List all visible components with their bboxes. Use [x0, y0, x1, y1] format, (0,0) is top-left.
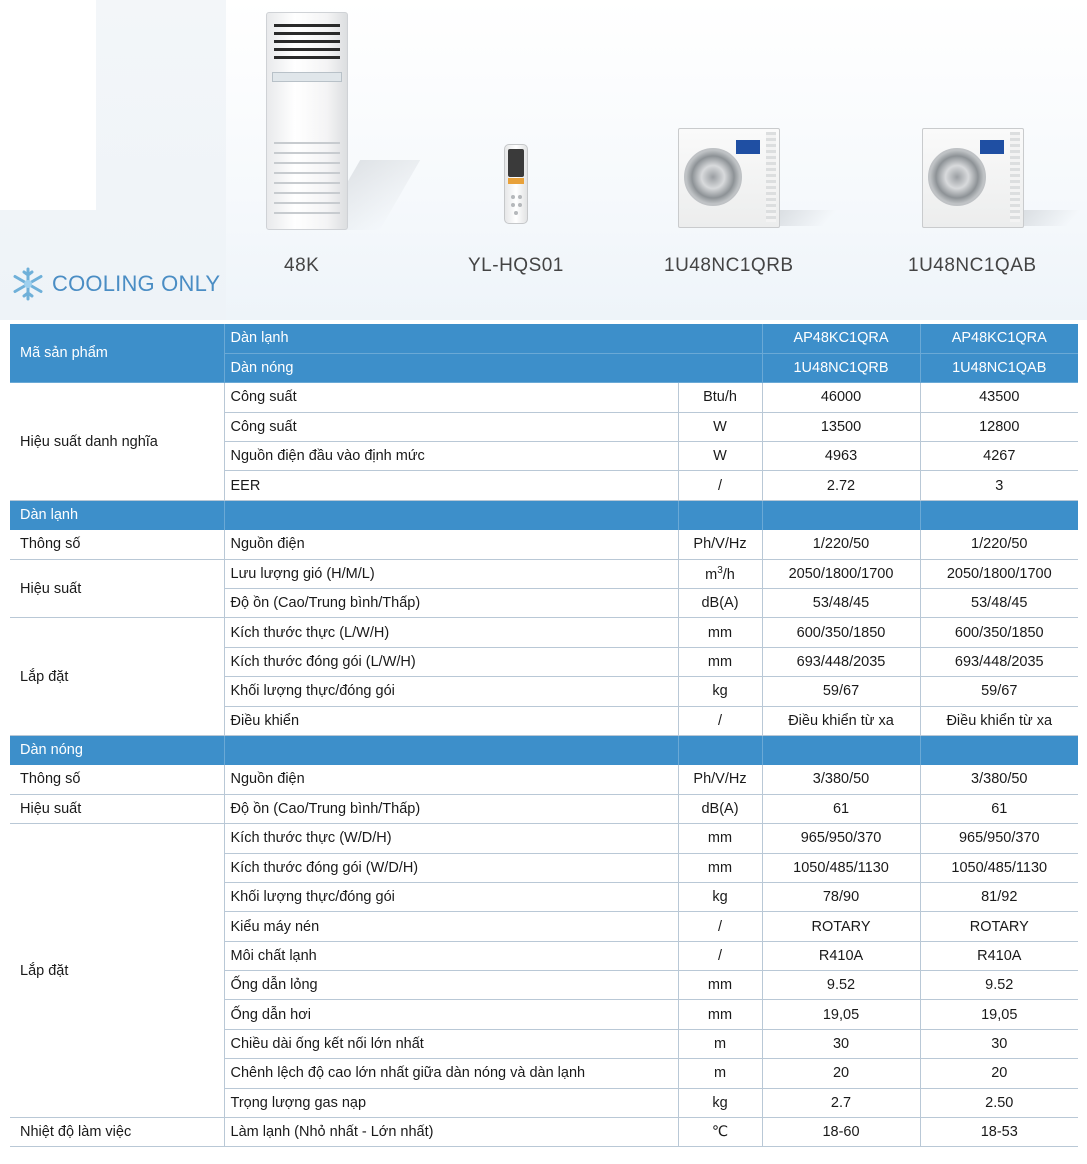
spec-value-model-1: 4963: [762, 442, 920, 471]
spec-value-model-1: 9.52: [762, 971, 920, 1000]
remote-button: [511, 203, 515, 207]
tower-grill: [274, 40, 340, 43]
outdoor-unit-image-1: [678, 128, 780, 228]
spec-item-label: Kiểu máy nén: [224, 912, 678, 941]
spec-value-model-2: R410A: [920, 941, 1078, 970]
remote-button: [511, 195, 515, 199]
unit-superscript: 3: [717, 564, 723, 576]
spec-unit: mm: [678, 647, 762, 676]
spec-value-model-2: 3/380/50: [920, 765, 1078, 794]
spec-item-label: Kích thước thực (L/W/H): [224, 618, 678, 647]
outdoor-model-2: 1U48NC1QAB: [920, 353, 1078, 382]
remote-button: [518, 195, 522, 199]
spec-unit: mm: [678, 618, 762, 647]
spec-value-model-2: ROTARY: [920, 912, 1078, 941]
spec-value-model-2: 30: [920, 1029, 1078, 1058]
outdoor-model-1: 1U48NC1QRB: [762, 353, 920, 382]
remote-button: [518, 203, 522, 207]
spec-item-label: Khối lượng thực/đóng gói: [224, 677, 678, 706]
spec-item-label: Chênh lệch độ cao lớn nhất giữa dàn nóng và dàn lạnh: [224, 1059, 678, 1088]
spec-unit: dB(A): [678, 589, 762, 618]
tower-vent: [274, 212, 340, 214]
header-row-indoor: [10, 324, 1078, 353]
tower-display-panel: [272, 72, 342, 82]
spec-unit: /: [678, 471, 762, 500]
spec-value-model-2: 965/950/370: [920, 824, 1078, 853]
spec-value-model-2: 693/448/2035: [920, 647, 1078, 676]
spec-item-label: Công suất: [224, 412, 678, 441]
spec-value-model-1: 20: [762, 1059, 920, 1088]
spec-unit: dB(A): [678, 794, 762, 823]
tower-vent: [274, 202, 340, 204]
spec-value-model-1: 59/67: [762, 677, 920, 706]
section-title: Dàn lạnh: [10, 500, 224, 529]
row-group-label: Nhiệt độ làm việc: [10, 1118, 224, 1147]
spec-value-model-2: 18-53: [920, 1118, 1078, 1147]
spec-unit: m: [678, 1059, 762, 1088]
spec-value-model-2: 2.50: [920, 1088, 1078, 1117]
tower-grill: [274, 32, 340, 35]
indoor-model-1: AP48KC1QRA: [762, 324, 920, 353]
spec-item-label: Kích thước đóng gói (W/D/H): [224, 853, 678, 882]
spec-unit: ℃: [678, 1118, 762, 1147]
spec-value-model-2: 1050/485/1130: [920, 853, 1078, 882]
spec-value-model-2: 20: [920, 1059, 1078, 1088]
tower-grill: [274, 48, 340, 51]
table-row: [10, 618, 1078, 647]
row-group-label: Hiệu suất: [10, 794, 224, 823]
spec-item-label: Kích thước thực (W/D/H): [224, 824, 678, 853]
spec-value-model-2: 3: [920, 471, 1078, 500]
spec-value-model-1: 3/380/50: [762, 765, 920, 794]
remote-strip: [508, 178, 524, 184]
tower-grill: [274, 24, 340, 27]
spec-unit: /: [678, 706, 762, 735]
spec-value-model-2: 1/220/50: [920, 530, 1078, 559]
spec-item-label: Công suất: [224, 383, 678, 412]
section-row-outdoor: [10, 735, 1078, 764]
spec-value-model-1: 53/48/45: [762, 589, 920, 618]
indoor-model-label: Dàn lạnh: [224, 324, 762, 353]
product-label-outdoor-1: 1U48NC1QRB: [664, 255, 794, 276]
spec-value-model-1: 30: [762, 1029, 920, 1058]
spec-value-model-2: 59/67: [920, 677, 1078, 706]
spec-unit: [678, 559, 762, 588]
table-row: [10, 824, 1078, 853]
spec-value-model-2: 43500: [920, 383, 1078, 412]
spec-value-model-1: 18-60: [762, 1118, 920, 1147]
spec-value-model-2: 19,05: [920, 1000, 1078, 1029]
tower-body: [266, 12, 348, 230]
section-spacer: [224, 735, 678, 764]
remote-screen: [508, 149, 524, 177]
spec-unit: mm: [678, 1000, 762, 1029]
table-row: [10, 1118, 1078, 1147]
spec-item-label: Môi chất lạnh: [224, 941, 678, 970]
spec-unit: kg: [678, 1088, 762, 1117]
spec-value-model-1: 78/90: [762, 882, 920, 911]
spec-value-model-2: 81/92: [920, 882, 1078, 911]
spec-unit: Btu/h: [678, 383, 762, 412]
tower-vent: [274, 172, 340, 174]
row-group-label: Thông số: [10, 765, 224, 794]
odu-fan: [684, 148, 742, 206]
spec-unit: /: [678, 941, 762, 970]
cooling-only-badge: [10, 266, 220, 302]
spec-item-label: Chiều dài ống kết nối lớn nhất: [224, 1029, 678, 1058]
odu-side-grill: [766, 132, 776, 222]
spec-item-label: Điều khiển: [224, 706, 678, 735]
product-label-remote: YL-HQS01: [468, 255, 564, 276]
spec-value-model-1: 2050/1800/1700: [762, 559, 920, 588]
section-title: Dàn nóng: [10, 735, 224, 764]
odu-fan: [928, 148, 986, 206]
spec-value-model-1: 2.7: [762, 1088, 920, 1117]
spec-item-label: Ống dẫn lỏng: [224, 971, 678, 1000]
section-row-indoor: [10, 500, 1078, 529]
remote-button: [514, 211, 518, 215]
table-row: [10, 794, 1078, 823]
spec-value-model-1: 61: [762, 794, 920, 823]
section-spacer: [762, 735, 920, 764]
product-label-indoor: 48K: [284, 255, 320, 276]
spec-unit: mm: [678, 824, 762, 853]
spec-value-model-2: 53/48/45: [920, 589, 1078, 618]
spec-value-model-1: 1050/485/1130: [762, 853, 920, 882]
spec-item-label: Độ ồn (Cao/Trung bình/Thấp): [224, 589, 678, 618]
table-row: [10, 765, 1078, 794]
spec-unit: W: [678, 442, 762, 471]
cooling-only-label: COOLING ONLY: [52, 271, 221, 296]
row-group-label: Lắp đặt: [10, 824, 224, 1118]
table-row: [10, 383, 1078, 412]
indoor-unit-image: [266, 12, 348, 230]
odu-side-grill: [1010, 132, 1020, 222]
spec-value-model-1: 2.72: [762, 471, 920, 500]
section-spacer: [678, 735, 762, 764]
outdoor-unit-image-2: [922, 128, 1024, 228]
tower-grill: [274, 56, 340, 59]
section-spacer: [224, 500, 678, 529]
row-group-label: Lắp đặt: [10, 618, 224, 736]
spec-unit: Ph/V/Hz: [678, 530, 762, 559]
outdoor-model-label: Dàn nóng: [224, 353, 762, 382]
spec-value-model-1: 965/950/370: [762, 824, 920, 853]
spec-value-model-2: Điều khiển từ xa: [920, 706, 1078, 735]
spec-unit: mm: [678, 853, 762, 882]
spec-value-model-2: 9.52: [920, 971, 1078, 1000]
spec-value-model-1: 19,05: [762, 1000, 920, 1029]
remote-control-image: [504, 144, 528, 224]
spec-item-label: Làm lạnh (Nhỏ nhất - Lớn nhất): [224, 1118, 678, 1147]
tower-vent: [274, 182, 340, 184]
tower-vent: [274, 142, 340, 144]
table-row: [10, 559, 1078, 588]
spec-value-model-1: 46000: [762, 383, 920, 412]
spec-value-model-2: 61: [920, 794, 1078, 823]
spec-value-model-2: 4267: [920, 442, 1078, 471]
spec-value-model-1: Điều khiển từ xa: [762, 706, 920, 735]
spec-unit: Ph/V/Hz: [678, 765, 762, 794]
spec-unit: kg: [678, 677, 762, 706]
unit-tail: /h: [722, 566, 735, 583]
product-code-label: Mã sản phẩm: [10, 324, 224, 383]
brand-logo-icon: [980, 140, 1004, 154]
spec-unit: mm: [678, 971, 762, 1000]
section-spacer: [678, 500, 762, 529]
tower-vent: [274, 162, 340, 164]
indoor-model-2: AP48KC1QRA: [920, 324, 1078, 353]
spec-table-body: [10, 324, 1078, 1147]
spec-item-label: EER: [224, 471, 678, 500]
tower-vent: [274, 192, 340, 194]
product-hero: [0, 0, 1087, 320]
spec-item-label: Nguồn điện: [224, 530, 678, 559]
spec-unit: kg: [678, 882, 762, 911]
spec-value-model-1: 600/350/1850: [762, 618, 920, 647]
tower-vent: [274, 152, 340, 154]
spec-value-model-1: 13500: [762, 412, 920, 441]
product-label-outdoor-2: 1U48NC1QAB: [908, 255, 1037, 276]
section-spacer: [920, 735, 1078, 764]
spec-item-label: Kích thước đóng gói (L/W/H): [224, 647, 678, 676]
spec-item-label: Nguồn điện: [224, 765, 678, 794]
section-spacer: [920, 500, 1078, 529]
spec-value-model-2: 2050/1800/1700: [920, 559, 1078, 588]
spec-value-model-1: 693/448/2035: [762, 647, 920, 676]
spec-value-model-1: 1/220/50: [762, 530, 920, 559]
brand-logo-icon: [736, 140, 760, 154]
spec-item-label: Lưu lượng gió (H/M/L): [224, 559, 678, 588]
table-row: [10, 530, 1078, 559]
spec-unit: W: [678, 412, 762, 441]
spec-value-model-1: R410A: [762, 941, 920, 970]
spec-item-label: Trọng lượng gas nạp: [224, 1088, 678, 1117]
snowflake-icon: [10, 266, 46, 302]
spec-item-label: Nguồn điện đầu vào định mức: [224, 442, 678, 471]
spec-table: [10, 324, 1078, 1147]
spec-value-model-2: 12800: [920, 412, 1078, 441]
row-group-label: Hiệu suất: [10, 559, 224, 618]
spec-item-label: Ống dẫn hơi: [224, 1000, 678, 1029]
spec-unit: m: [678, 1029, 762, 1058]
row-group-label: Thông số: [10, 530, 224, 559]
spec-unit: /: [678, 912, 762, 941]
row-group-label: Hiệu suất danh nghĩa: [10, 383, 224, 501]
spec-value-model-2: 600/350/1850: [920, 618, 1078, 647]
spec-item-label: Độ ồn (Cao/Trung bình/Thấp): [224, 794, 678, 823]
spec-value-model-1: ROTARY: [762, 912, 920, 941]
unit-base: m: [705, 566, 718, 583]
hero-left-highlight: [0, 0, 96, 210]
spec-item-label: Khối lượng thực/đóng gói: [224, 882, 678, 911]
section-spacer: [762, 500, 920, 529]
